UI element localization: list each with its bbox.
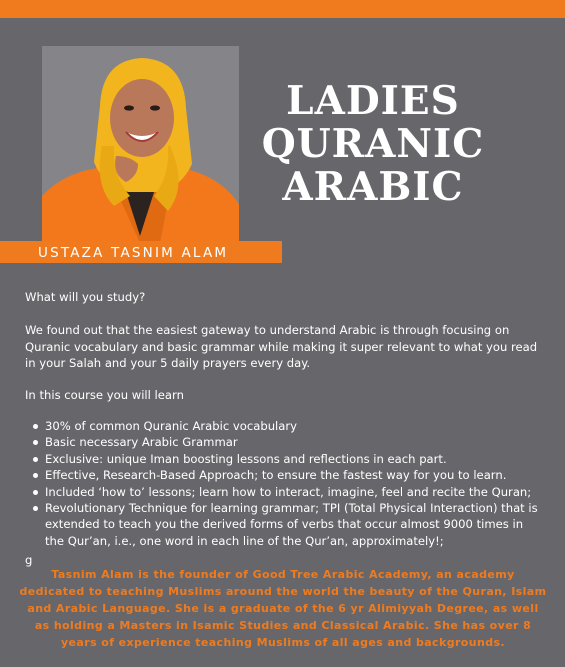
list-item — [45, 434, 545, 450]
top-accent-bar — [0, 0, 565, 18]
list-item-text: Exclusive: unique Iman boosting lessons and reflections in each part. — [45, 451, 447, 466]
list-item — [45, 467, 545, 483]
list-item — [45, 484, 545, 500]
title-line-1: LADIES — [286, 78, 460, 124]
study-question: What will you study? — [25, 290, 146, 304]
teacher-bio: Tasnim Alam is the founder of Good Tree Arabic Academy, an academy dedicated to teaching Muslims around the world the beauty of the Quran, Islam and Arabic Language. She is a graduate of the 6 yr Alimiyyah Degree, as well as holding a Masters in Isamic Studies and Classical Arabic. She has over 8 years of experience teaching Muslims of all ages and backgrounds. — [19, 568, 547, 649]
teacher-portrait-icon — [42, 46, 239, 243]
list-item — [45, 418, 545, 434]
bullet-icon — [33, 457, 38, 462]
title-line-2: QURANIC — [261, 121, 485, 167]
list-item-text: 30% of common Quranic Arabic vocabulary — [45, 419, 298, 433]
list-item-text: Basic necessary Arabic Grammar — [45, 435, 238, 450]
list-item-text: Effective, Research-Based Approach; to ensure the fastest way for you to learn. — [45, 468, 507, 483]
title-line-3: ARABIC — [282, 164, 464, 210]
bullet-icon — [33, 490, 38, 495]
course-title — [258, 80, 488, 209]
learning-points-list — [25, 418, 545, 549]
bullet-icon — [33, 506, 38, 511]
teacher-name: USTAZA TASNIM ALAM — [38, 245, 229, 261]
learn-heading: In this course you will learn — [25, 388, 184, 402]
list-item — [45, 500, 545, 549]
list-item-text: Revolutionary Technique for learning grammar; TPI (Total Physical Interaction) that is extended to teach you the derived forms of verbs that occur almost 9000 times in the Qur’an, i.e., one word in each line of the Qur’an, approximately!; — [45, 501, 538, 548]
bullet-icon — [33, 440, 38, 445]
bullet-icon — [33, 473, 38, 478]
intro-paragraph: We found out that the easiest gateway to understand Arabic is through focusing on Quranic vocabulary and basic grammar while making it super relevant to what you read in your Salah and your 5 daily prayers every day. — [25, 323, 538, 370]
list-item-text: Included ‘how to’ lessons; learn how to interact, imagine, feel and recite the Quran; — [45, 484, 532, 499]
teacher-photo — [42, 46, 239, 243]
bullet-icon — [33, 424, 38, 429]
list-item — [45, 451, 545, 467]
stray-character: g — [25, 553, 33, 567]
